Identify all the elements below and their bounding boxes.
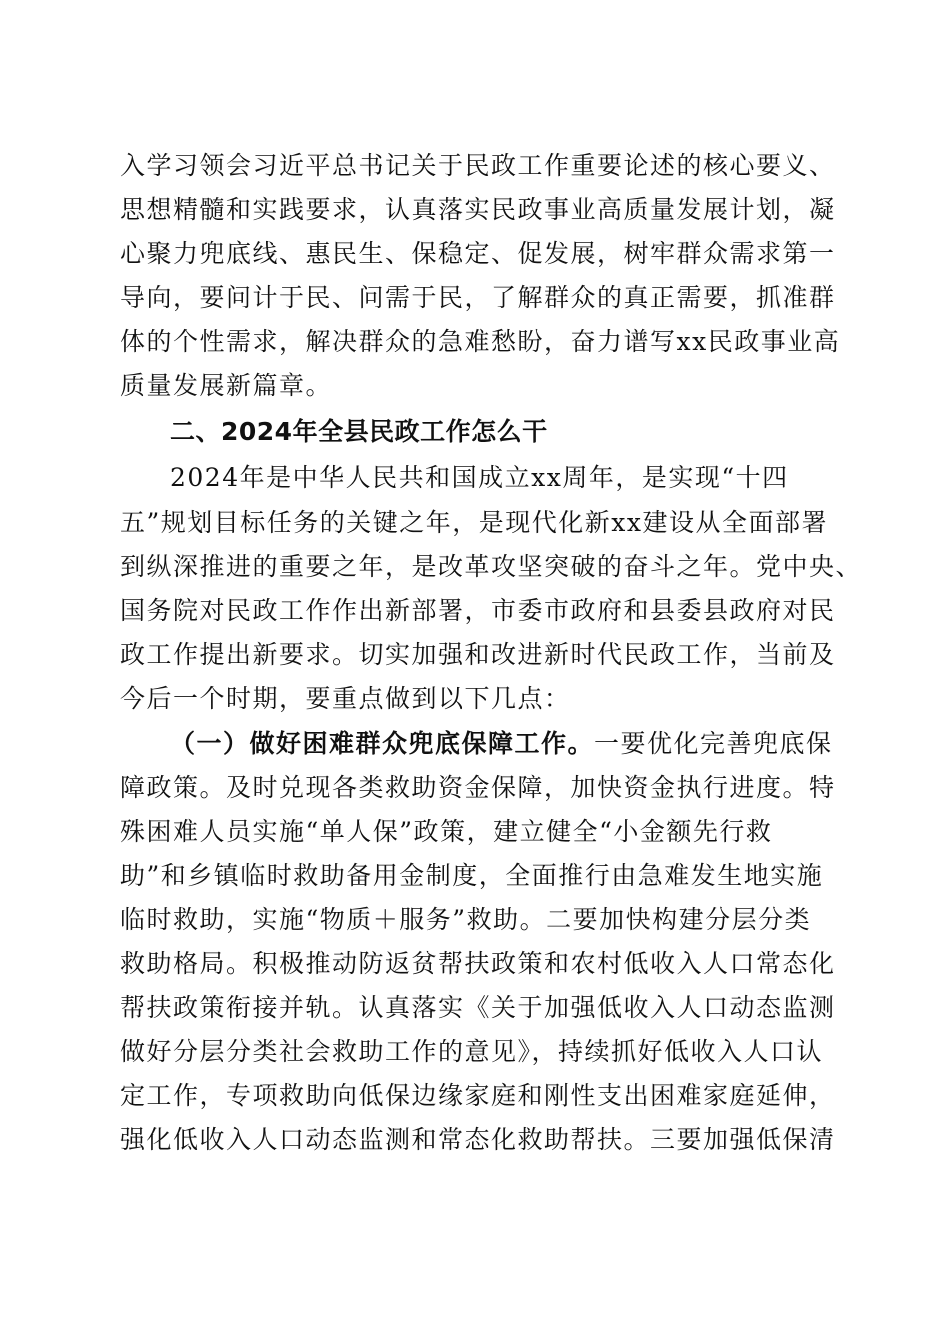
section-heading: 二、2024年全县民政工作怎么干 [170, 417, 548, 446]
body-text-line: 定工作，专项救助向低保边缘家庭和刚性支出困难家庭延伸， [120, 1081, 836, 1110]
body-text-line: 2024年是中华人民共和国成立xx周年，是实现“十四 [170, 463, 789, 492]
body-text-line: 五”规划目标任务的关键之年，是现代化新xx建设从全面部署 [120, 508, 828, 537]
body-text-line: 殊困难人员实施“单人保”政策，建立健全“小金额先行救 [120, 817, 773, 846]
body-text-line: 思想精髓和实践要求，认真落实民政事业高质量发展计划，凝 [120, 195, 836, 224]
body-text-line: 强化低收入人口动态监测和常态化救助帮扶。三要加强低保清 [120, 1125, 836, 1154]
body-text-line: 助”和乡镇临时救助备用金制度，全面推行由急难发生地实施 [120, 861, 824, 890]
body-text-line: 今后一个时期，要重点做到以下几点： [120, 684, 571, 713]
body-text-line: 到纵深推进的重要之年，是改革攻坚突破的奋斗之年。党中央、 [120, 552, 863, 581]
body-text-line: 帮扶政策衔接并轨。认真落实《关于加强低收入人口动态监测 [120, 993, 836, 1022]
body-text-line: 国务院对民政工作作出新部署，市委市政府和县委县政府对民 [120, 596, 836, 625]
subsection-title: （一）做好困难群众兜底保障工作。 [170, 729, 595, 758]
body-text-line: 救助格局。积极推动防返贫帮扶政策和农村低收入人口常态化 [120, 949, 836, 978]
body-text-line: 质量发展新篇章。 [120, 371, 333, 400]
body-text-line: 心聚力兜底线、惠民生、保稳定、促发展，树牢群众需求第一 [120, 239, 836, 268]
body-text-line: 政工作提出新要求。切实加强和改进新时代民政工作，当前及 [120, 640, 836, 669]
body-text-line: 做好分层分类社会救助工作的意见》，持续抓好低收入人口认 [120, 1037, 824, 1066]
body-text-line: 入学习领会习近平总书记关于民政工作重要论述的核心要义、 [120, 151, 836, 180]
subsection-first-line [170, 726, 832, 762]
body-text-line: 体的个性需求，解决群众的急难愁盼，奋力谱写xx民政事业高 [120, 327, 841, 356]
body-text-line: 导向，要问计于民、问需于民，了解群众的真正需要，抓准群 [120, 283, 836, 312]
body-text-line: 临时救助，实施“物质＋服务”救助。二要加快构建分层分类 [120, 905, 812, 934]
body-text-line: 障政策。及时兑现各类救助资金保障，加快资金执行进度。特 [120, 773, 836, 802]
body-text-fragment: 一要优化完善兜底保 [594, 729, 833, 758]
